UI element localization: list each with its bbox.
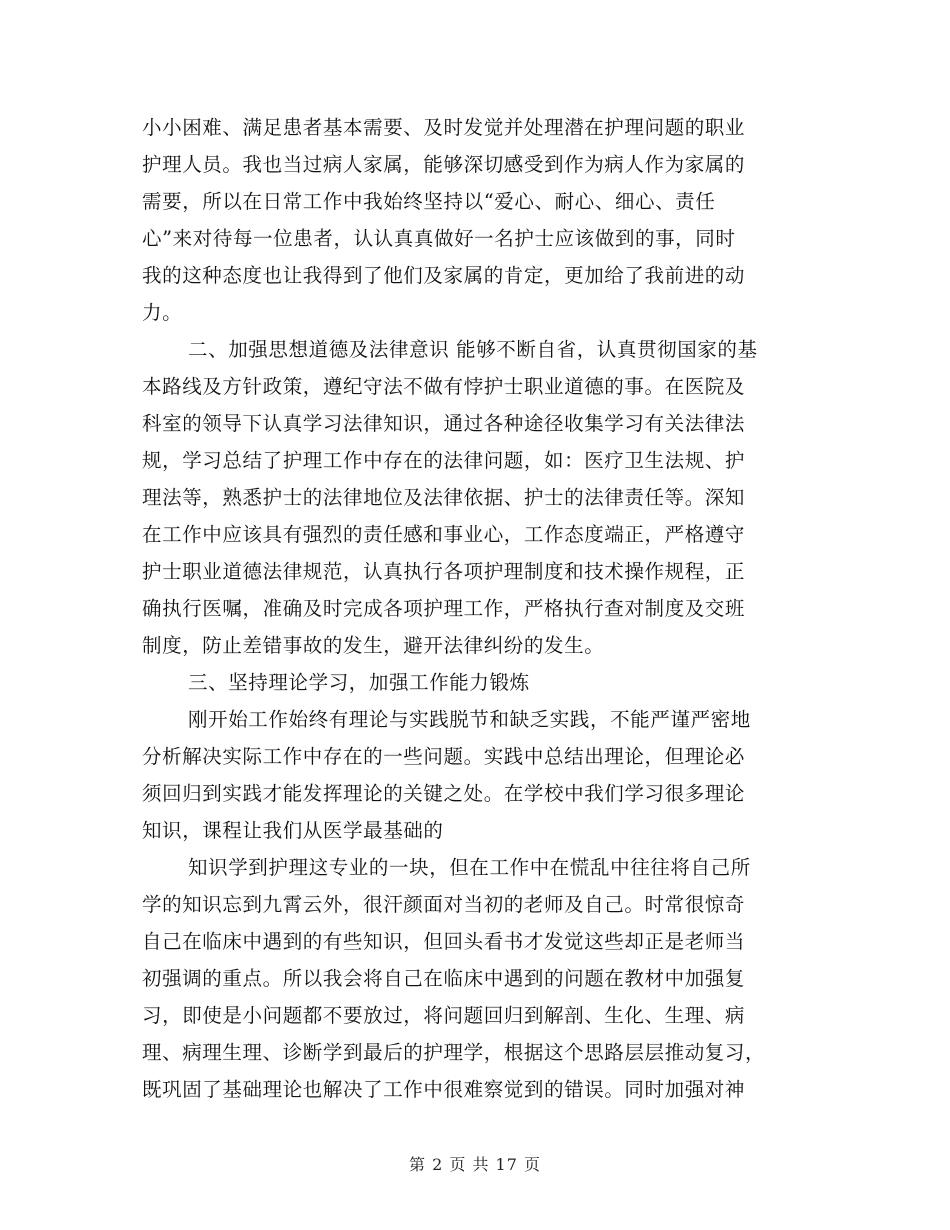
text-line: 科室的领导下认真学习法律知识，通过各种途径收集学习有关法律法 [142, 412, 746, 435]
text-line: 我的这种态度也让我得到了他们及家属的肯定，更加给了我前进的动 [142, 264, 746, 287]
text-line: 理法等，熟悉护士的法律地位及法律依据、护士的法律责任等。深知 [142, 486, 746, 509]
text-line: 本路线及方针政策，遵纪守法不做有悖护士职业道德的事。在医院及 [142, 375, 746, 398]
text-line: 须回归到实践才能发挥理论的关键之处。在学校中我们学习很多理论 [142, 782, 746, 805]
section-heading: 三、坚持理论学习，加强工作能力锻炼 [188, 671, 530, 694]
text-line: 理、病理生理、诊断学到最后的护理学，根据这个思路层层推动复习， [142, 1041, 766, 1064]
text-line: 规，学习总结了护理工作中存在的法律问题，如：医疗卫生法规、护 [142, 449, 746, 472]
text-line: 制度，防止差错事故的发生，避开法律纠纷的发生。 [142, 634, 605, 657]
text-line: 刚开始工作始终有理论与实践脱节和缺乏实践，不能严谨严密地 [188, 708, 751, 731]
text-line: 力。 [142, 301, 183, 324]
text-line: 知识，课程让我们从医学最基础的 [142, 819, 444, 842]
text-line: 小小困难、满足患者基本需要、及时发觉并处理潜在护理问题的职业 [142, 116, 746, 139]
text-line: 知识学到护理这专业的一块，但在工作中在慌乱中往往将自己所 [188, 856, 751, 879]
text-line: 心”来对待每一位患者，认认真真做好一名护士应该做到的事，同时 [142, 227, 736, 250]
text-line: 护理人员。我也当过病人家属，能够深切感受到作为病人作为家属的 [142, 153, 746, 176]
text-line: 自己在临床中遇到的有些知识，但回头看书才发觉这些却正是老师当 [142, 930, 746, 953]
page-number-footer: 第 2 页 共 17 页 [409, 1155, 541, 1174]
text-line: 习，即使是小问题都不要放过，将问题回归到解剖、生化、生理、病 [142, 1004, 746, 1027]
text-line: 初强调的重点。所以我会将自己在临床中遇到的问题在教材中加强复 [142, 967, 746, 990]
text-line: 需要，所以在日常工作中我始终坚持以“爱心、耐心、细心、责任 [142, 190, 716, 213]
text-line: 护士职业道德法律规范，认真执行各项护理制度和技术操作规程，正 [142, 560, 746, 583]
text-line: 既巩固了基础理论也解决了工作中很难察觉到的错误。同时加强对神 [142, 1078, 746, 1101]
text-line: 确执行医嘱，准确及时完成各项护理工作，严格执行查对制度及交班 [142, 597, 746, 620]
text-line: 学的知识忘到九霄云外，很汗颜面对当初的老师及自己。时常很惊奇 [142, 893, 746, 916]
text-line: 在工作中应该具有强烈的责任感和事业心，工作态度端正，严格遵守 [142, 523, 746, 546]
section-heading-line: 二、加强思想道德及法律意识 能够不断自省，认真贯彻国家的基 [188, 338, 758, 361]
text-line: 分析解决实际工作中存在的一些问题。实践中总结出理论，但理论必 [142, 745, 746, 768]
